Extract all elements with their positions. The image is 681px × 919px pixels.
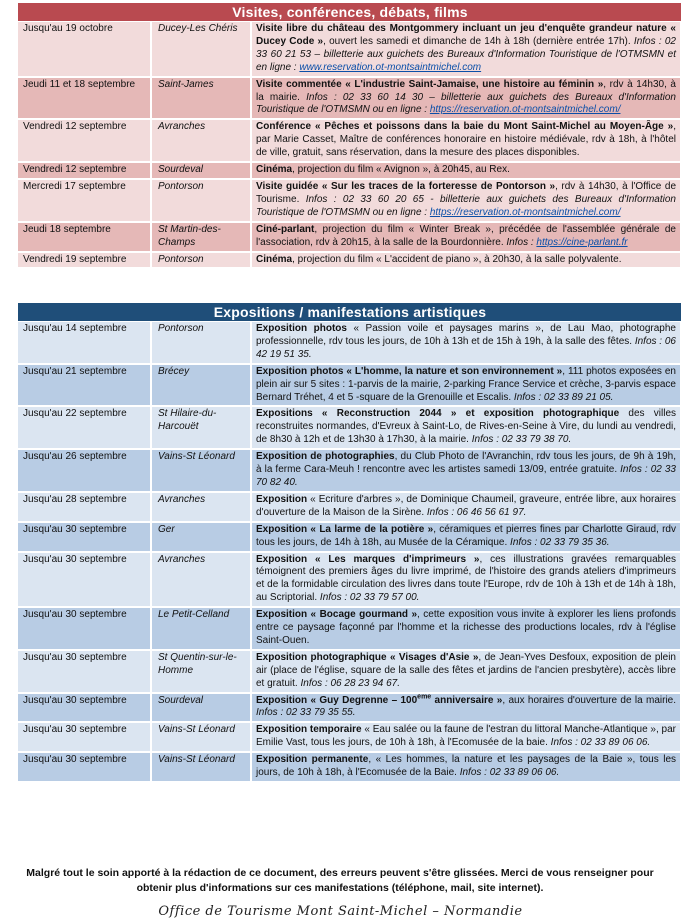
event-title: Exposition photos [256,323,347,334]
event-link[interactable]: https://cine-parlant.fr [536,236,628,248]
event-text: , ces illustrations gravées remarquables témoignent des premiers âges du livre imprimé, de l'histoire des grands ateliers d'imprimeurs et de la formidable circulation des livres dans toute l'Europe, rdv de 10h à 13h et de 14h à 18h, au Scriptorial. [256,553,676,604]
event-description [251,222,681,252]
event-text: des villes reconstruites normandes, d'Evreux à Saint-Lo, de Rives-en-Seine à Vire, du lundi au vendredi, de 8h30 à 12h et de 13h30 à 17h30, à la mairie. [256,408,677,446]
event-text: , projection du film « Avignon », à 20h45, au Rex. [292,164,510,176]
event-text: , par Marie Casset, Maître de conférences honoraire en histoire médiévale, rdv à 18h, à l'hôtel de ville, gratuit, sans réservation, dans la mesure des places disponibles. [256,121,676,159]
event-link[interactable]: www.reservation.ot-montsaintmichel.com [299,61,482,73]
event-text: « Ecriture d'arbres », de Dominique Chaumeil, graveure, entrée libre, aux horaires d'ouverture de la Maison de la Sirène. [256,493,676,518]
event-date: Jusqu'au 30 septembre [18,607,151,650]
event-title: Exposition permanente [256,754,369,766]
event-place: St Quentin-sur-le-Homme [151,650,251,693]
event-place: St Martin-des-Champs [151,222,251,252]
event-row [18,179,681,222]
event-info: Infos : 02 33 79 38 70. [468,434,572,446]
event-date: Jusqu'au 22 septembre [18,406,151,449]
event-place: Ducey-Les Chéris [151,22,251,77]
event-place: Avranches [151,552,251,608]
event-info: Infos : 02 33 79 35 55. [256,707,356,719]
event-date: Jusqu'au 30 septembre [18,752,151,782]
event-title: Exposition photographique « Visages d'Asie » [256,651,479,663]
event-place: Vains-St Léonard [151,449,251,492]
event-title: Exposition « Les marques d'imprimeurs » [256,553,480,565]
event-place: Pontorson [151,322,251,364]
event-description [251,693,681,723]
event-link[interactable]: https://reservation.ot-montsaintmichel.com/ [429,104,621,116]
event-place: Sourdeval [151,162,251,179]
event-description [251,406,681,449]
event-place: Pontorson [151,252,251,269]
event-info: Infos : 06 46 56 61 97. [424,506,527,518]
event-info: Infos : 06 28 23 94 67. [297,677,401,689]
event-title: Cinéma [256,253,293,265]
visites-table [18,22,681,269]
event-description [251,77,681,120]
event-text: , 111 photos exposées en plein air sur 5 sites : 1-parvis de la mairie, 2-parking France Service et crèche, 3-parvis espace Bernard Tréhet, 4 et 5 -square de la Grenouille et Escalis. [256,365,676,403]
section-header-visites: Visites, conférences, débats, films [18,3,681,21]
event-row [18,522,681,552]
event-place: Pontorson [151,179,251,222]
event-text: , projection du film « Winter Break », précédée de l'assemblée générale de l'association, rdv à 20h15, à la salle de la Bourdonnière. [256,223,676,248]
event-info: Infos : 02 33 60 21 53 – billetterie aux guichets des Bureaux d'Information Touristique de l'OTMSMN et en ligne : [256,35,676,73]
event-row [18,650,681,693]
event-place: Sourdeval [151,693,251,723]
event-description [251,162,681,179]
event-place: Brécey [151,364,251,407]
section-header-expositions: Expositions / manifestations artistiques [18,303,681,321]
event-date: Vendredi 12 septembre [18,162,151,179]
event-title: Cinéma [256,164,293,176]
event-description [251,179,681,222]
event-description [251,650,681,693]
event-place: Le Petit-Celland [151,607,251,650]
event-row [18,222,681,252]
event-info: Infos : 02 33 89 06 06. [547,737,651,749]
event-info: Infos : 06 42 19 51 35. [256,335,676,360]
event-date: Jusqu'au 30 septembre [18,722,151,752]
event-date: Jusqu'au 28 septembre [18,492,151,522]
event-title: Expositions « Reconstruction 2044 » et exposition photographique [256,408,620,420]
event-description [251,492,681,522]
event-info: Infos : 02 33 79 57 00. [317,592,420,604]
event-place: Vains-St Léonard [151,752,251,782]
event-title: Visite commentée « L'industrie Saint-Jamaise, une histoire au féminin » [256,78,604,90]
event-row [18,322,681,364]
event-row [18,162,681,179]
expositions-table [18,322,681,783]
event-place: Avranches [151,492,251,522]
event-info: Infos : 02 33 60 20 65 - billetterie aux guichets des Bureaux d'Information Touristique de l'OTMSMN ou en ligne : [256,193,676,218]
event-text: , projection du film « L'accident de piano », à 20h30, à la salle polyvalente. [292,253,622,265]
event-title-end: anniversaire » [431,694,503,706]
event-date: Vendredi 12 septembre [18,119,151,162]
event-title: Visite libre du château des Montgommery incluant un jeu d'enquête grandeur nature « Ducey Code » [256,23,676,47]
event-date: Vendredi 19 septembre [18,252,151,269]
event-description [251,449,681,492]
event-place: Ger [151,522,251,552]
event-title: Exposition « Bocage gourmand » [256,609,418,621]
event-description [251,252,681,269]
event-row [18,752,681,782]
footer-organization: Office de Tourisme Mont Saint-Michel – Normandie [158,904,523,919]
event-row [18,77,681,120]
event-date: Jusqu'au 30 septembre [18,693,151,723]
event-row [18,119,681,162]
event-text: , céramiques et pierres fines par Charlotte Giraud, rdv tous les jours, de 14h à 18h, au Musée de la Céramique. [256,523,676,548]
event-title: Exposition « Guy Degrenne – 100 [256,694,418,706]
event-row [18,22,681,77]
event-title: Conférence « Pêches et poissons dans la baie du Mont Saint-Michel au Moyen-Âge » [256,121,674,133]
event-title: Exposition photos « L'homme, la nature et son environnement » [256,365,563,377]
event-description [251,552,681,608]
event-description [251,364,681,407]
event-title: Visite guidée « Sur les traces de la forteresse de Pontorson » [256,180,556,192]
event-date: Jusqu'au 21 septembre [18,364,151,407]
event-title: Exposition de photographies [256,451,395,463]
event-date: Jusqu'au 14 septembre [18,322,151,364]
event-title-superscript: ème [417,693,432,701]
event-description [251,607,681,650]
event-description [251,119,681,162]
event-date: Jusqu'au 19 octobre [18,22,151,77]
event-description [251,752,681,782]
event-info: Infos : 02 33 89 06 06. [456,767,560,779]
event-row [18,252,681,269]
event-title: Ciné-parlant [256,223,315,235]
event-date: Jusqu'au 26 septembre [18,449,151,492]
event-row [18,492,681,522]
event-place: St Hilaire-du-Harcouët [151,406,251,449]
event-date: Mercredi 17 septembre [18,179,151,222]
event-text: , rdv à 14h30, à la mairie. [256,78,676,103]
event-text: , du Club Photo de l'Avranchin, rdv tous les jours, de 9h à 19h, à la ferme Cara-Meuh ! rencontre avec les artistes samedi 13/09, entrée gratuite. [256,451,676,476]
event-info: Infos : 02 33 60 14 30 – billetterie aux guichets des Bureaux d'Information Touristique de l'OTMSMN ou en ligne : [256,91,676,116]
event-title: Exposition « La larme de la potière » [256,523,434,535]
event-info: Infos : 02 33 70 82 40. [256,464,676,488]
event-date: Jusqu'au 30 septembre [18,552,151,608]
event-description [251,522,681,552]
event-row [18,722,681,752]
disclaimer-text: Malgré tout le soin apporté à la rédaction de ce document, des erreurs peuvent s'être glissées. Merci de vous renseigner pour obtenir plus d'informations sur ces manifestations (téléphone, mail, site internet). [26,867,654,894]
event-text: , cette exposition vous invite à explorer les liens profonds entre ce paysage façonné par l'homme et la richesse des productions locales, rdv à l'église Saint-Ouen. [256,609,676,646]
event-title: Exposition temporaire [256,724,362,736]
event-place: Avranches [151,119,251,162]
event-row [18,449,681,492]
event-text: , rdv à 14h30, à l'Office de Tourisme. [256,180,677,205]
event-row [18,607,681,650]
event-description [251,322,681,364]
event-place: Saint-James [151,77,251,120]
event-row [18,364,681,407]
event-link[interactable]: https://reservation.ot-montsaintmichel.com/ [429,206,621,218]
event-info: Infos : [503,236,537,248]
event-text: , aux horaires d'ouverture de la mairie. [502,694,677,706]
event-date: Jeudi 18 septembre [18,222,151,252]
event-info: Infos : 02 33 89 21 05. [511,391,614,403]
event-row [18,693,681,723]
event-row [18,552,681,608]
event-date: Jeudi 11 et 18 septembre [18,77,151,120]
event-date: Jusqu'au 30 septembre [18,650,151,693]
event-title: Exposition [256,493,308,505]
event-description [251,722,681,752]
event-row [18,406,681,449]
event-place: Vains-St Léonard [151,722,251,752]
event-text: « Passion voile et paysages marins », de Lau Mao, photographe professionnelle, rdv tous les jours, de 10h à 13h et de 15h à 19h, à la salle des fêtes. [256,323,676,347]
event-text: , « Les hommes, la nature et les paysages de la Baie », tous les jours, de 10h à 18h, à l'Ecomusée de la Baie. [256,754,677,779]
event-text: « Eau salée ou la faune de l'estran du littoral Manche-Atlantique », par Emilie Vast, tous les jours, de 10h à 18h, à l'Ecomusée de la baie. [256,724,676,749]
event-date: Jusqu'au 30 septembre [18,522,151,552]
event-text: , de Jean-Yves Desfoux, exposition de plein air (place de l'église, square de la salle des fêtes et jardins de l'ancien presbytère), accès libre et gratuit. [256,651,676,689]
event-description [251,22,681,77]
event-info: Infos : 02 33 79 35 36. [507,536,610,548]
event-text: , ouvert les samedi et dimanche de 14h à 18h (dernière entrée 17h). [323,35,631,47]
